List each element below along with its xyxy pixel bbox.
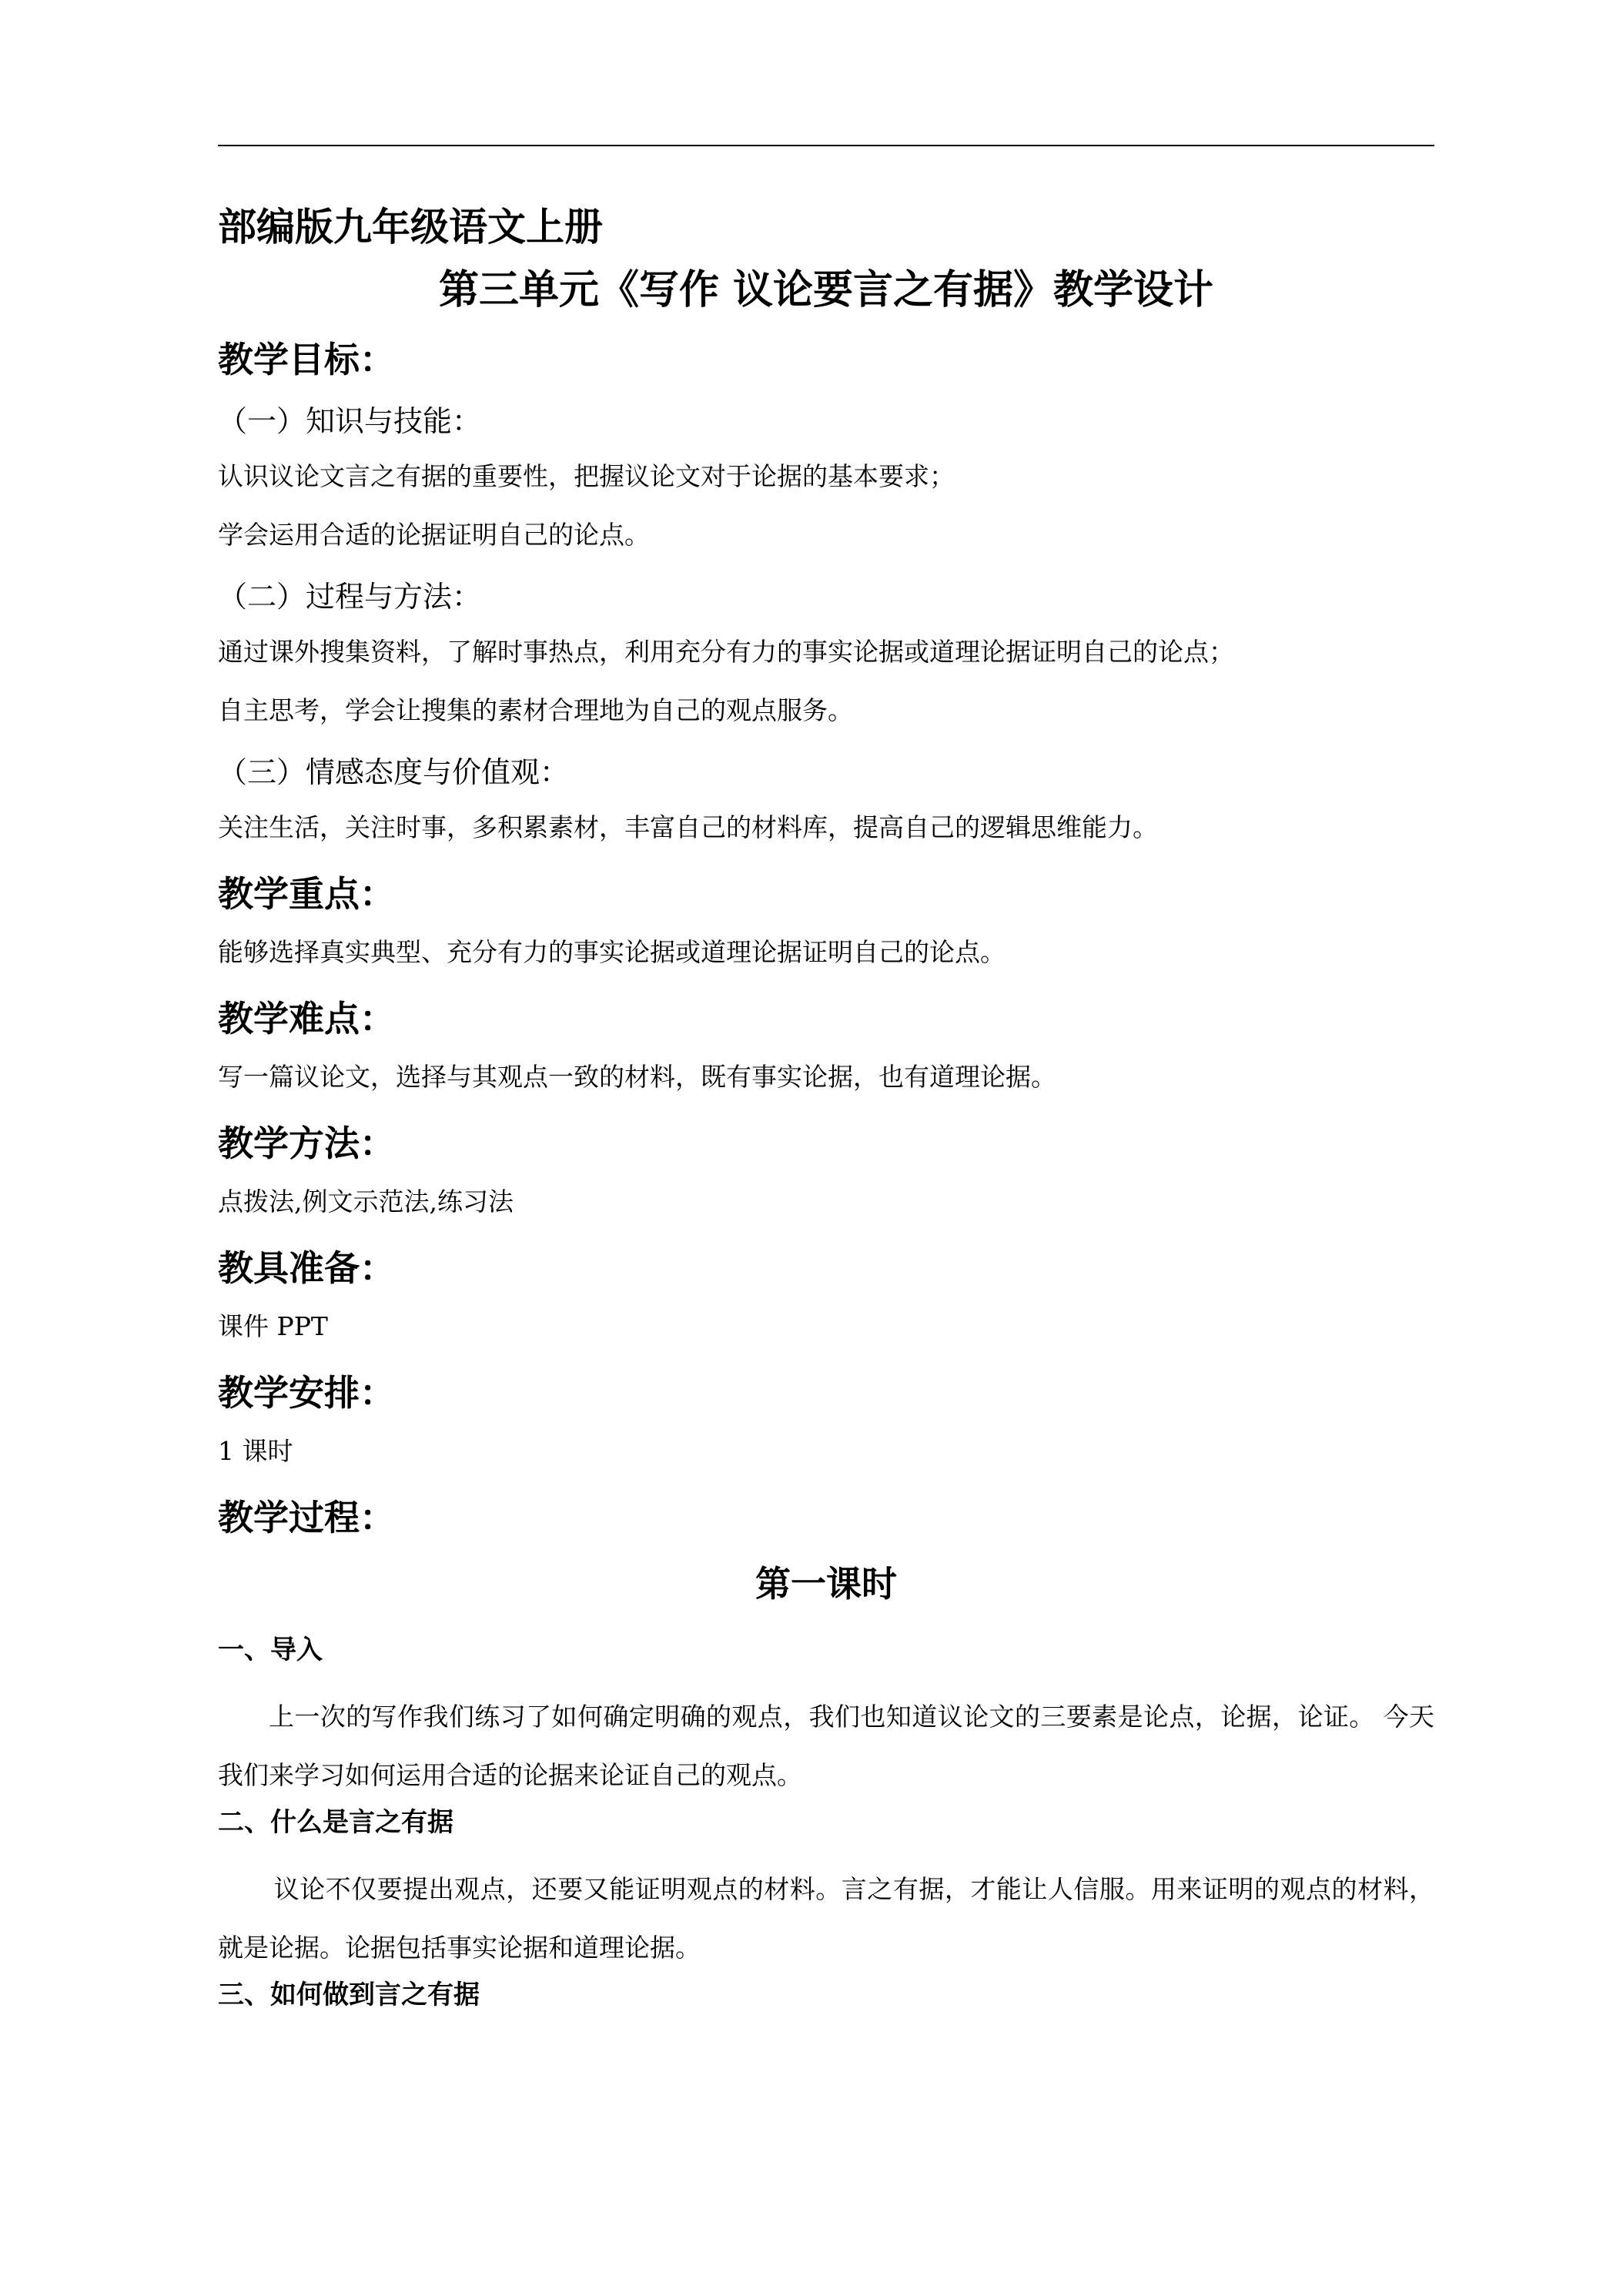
materials-heading: 教具准备：	[218, 1247, 395, 1289]
emotion-heading: （三）情感态度与价值观：	[218, 755, 570, 789]
knowledge-heading: （一）知识与技能：	[218, 404, 482, 438]
section-paragraph: 上一次的写作我们练习了如何确定明确的观点，我们也知道议论文的三要素是论点，论据，论证。 今天我们来学习如何运用合适的论据来论证自己的观点。	[218, 1702, 1434, 1790]
section-heading: 一、导入	[218, 1635, 323, 1665]
difficulty-text: 写一篇议论文，选择与其观点一致的材料，既有事实论据，也有道理论据。	[218, 1062, 1056, 1092]
section-heading: 二、什么是言之有据	[218, 1807, 453, 1838]
schedule-heading: 教学安排：	[218, 1372, 395, 1414]
materials-text: 课件 PPT	[218, 1311, 328, 1341]
key-point-text: 能够选择真实典型、充分有力的事实论据或道理论据证明自己的论点。	[218, 937, 1006, 967]
lesson-title: 第一课时	[755, 1563, 897, 1605]
document-title: 部编版九年级语文上册	[218, 205, 603, 249]
process-line: 自主思考，学会让搜集的素材合理地为自己的观点服务。	[218, 695, 853, 725]
section-paragraph: 议论不仅要提出观点，还要又能证明观点的材料。言之有据，才能让人信服。用来证明的观点的材料，就是论据。论据包括事实论据和道理论据。	[218, 1874, 1434, 1963]
header-rule	[218, 145, 1434, 146]
schedule-text: 1 课时	[218, 1436, 293, 1466]
process-heading: （二）过程与方法：	[218, 580, 482, 614]
methods-text: 点拨法,例文示范法,练习法	[218, 1186, 514, 1217]
document-body	[218, 185, 1434, 2033]
key-point-heading: 教学重点：	[218, 873, 395, 915]
objectives-heading: 教学目标：	[218, 339, 395, 380]
knowledge-line: 学会运用合适的论据证明自己的论点。	[218, 520, 650, 550]
methods-heading: 教学方法：	[218, 1123, 395, 1164]
process-line: 通过课外搜集资料，了解时事热点，利用充分有力的事实论据或道理论据证明自己的论点；	[218, 637, 1234, 667]
knowledge-line: 认识议论文言之有据的重要性，把握议论文对于论据的基本要求；	[218, 461, 955, 491]
emotion-line: 关注生活，关注时事，多积累素材，丰富自己的材料库，提高自己的逻辑思维能力。	[218, 812, 1158, 842]
document-subtitle: 第三单元《写作 议论要言之有据》教学设计	[438, 267, 1214, 313]
difficulty-heading: 教学难点：	[218, 998, 395, 1039]
section-heading: 三、如何做到言之有据	[218, 1980, 480, 2010]
teaching-process-heading: 教学过程：	[218, 1497, 395, 1538]
